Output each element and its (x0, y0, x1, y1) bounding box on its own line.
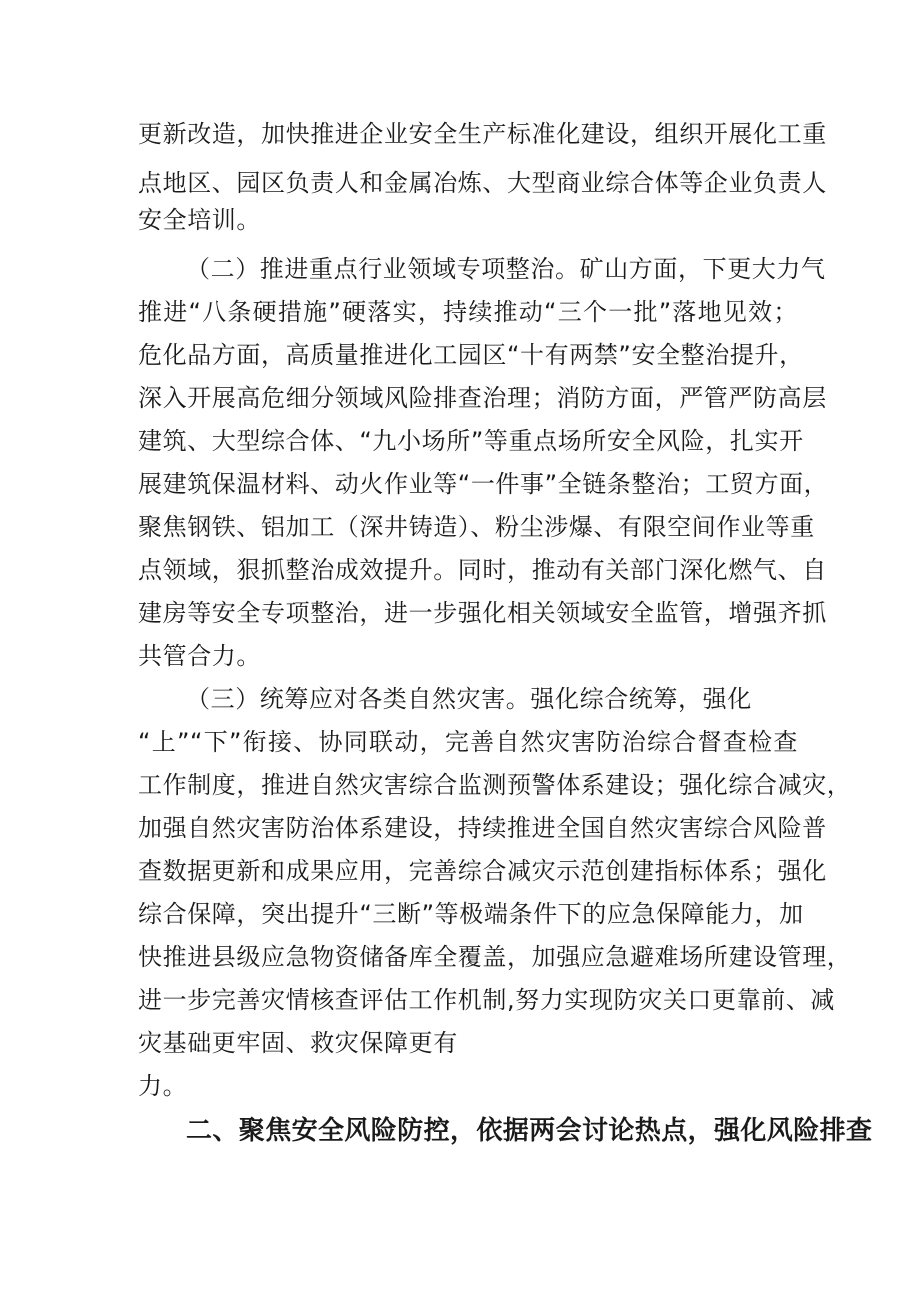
paragraph-line: 工作制度，推进自然灾害综合监测预警体系建设；强化综合减灾， (138, 771, 852, 799)
paragraph-line: 点地区、园区负责人和金属冶炼、大型商业综合体等企业负责人 (138, 169, 827, 197)
section-heading: 二、聚焦安全风险防控，依据两会讨论热点，强化风险排查 (186, 1116, 873, 1146)
paragraph-line: 力。 (138, 1072, 188, 1100)
paragraph-line: 快推进县级应急物资储备库全覆盖，加强应急避难场所建设管理， (138, 943, 852, 971)
paragraph-line: 推进“八条硬措施”硬落实，持续推动“三个一批”落地见效； (138, 298, 798, 326)
paragraph-line: 点领域，狠抓整治成效提升。同时，推动有关部门深化燃气、自 (138, 556, 827, 584)
paragraph-line: 进一步完善灾情核查评估工作机制,努力实现防灾关口更靠前、减 (138, 986, 836, 1014)
paragraph-line: 聚焦钢铁、铝加工（深井铸造）、粉尘涉爆、有限空间作业等重 (138, 513, 815, 541)
paragraph-line: 综合保障，突出提升“三断”等极端条件下的应急保障能力，加 (138, 900, 804, 928)
paragraph-line: 加强自然灾害防治体系建设，持续推进全国自然灾害综合风险普 (138, 814, 827, 842)
paragraph-line: 深入开展高危细分领域风险排查治理；消防方面，严管严防高层 (138, 384, 827, 412)
paragraph-line: 建房等安全专项整治，进一步强化相关领域安全监管，增强齐抓 (138, 599, 827, 627)
paragraph-line: 共管合力。 (138, 642, 261, 670)
paragraph-line: 建筑、大型综合体、“九小场所”等重点场所安全风险，扎实开 (138, 427, 804, 455)
paragraph-line: 灾基础更牢固、救灾保障更有 (138, 1029, 458, 1057)
paragraph-line: 查数据更新和成果应用，完善综合减灾示范创建指标体系；强化 (138, 857, 827, 885)
paragraph-line: （二）推进重点行业领域专项整治。矿山方面，下更大力气 (186, 255, 826, 283)
paragraph-line: 危化品方面，高质量推进化工园区“十有两禁”安全整治提升， (138, 341, 804, 369)
paragraph-line: “上”“下”衔接、协同联动，完善自然灾害防治综合督查检查 (138, 728, 798, 756)
paragraph-line: （三）统筹应对各类自然灾害。强化综合统筹，强化 (186, 685, 752, 713)
paragraph-line: 展建筑保温材料、动火作业等“一件事”全链条整治；工贸方面， (138, 470, 829, 498)
paragraph-line: 安全培训。 (138, 206, 261, 234)
paragraph-line: 更新改造，加快推进企业安全生产标准化建设，组织开展化工重 (138, 120, 827, 148)
